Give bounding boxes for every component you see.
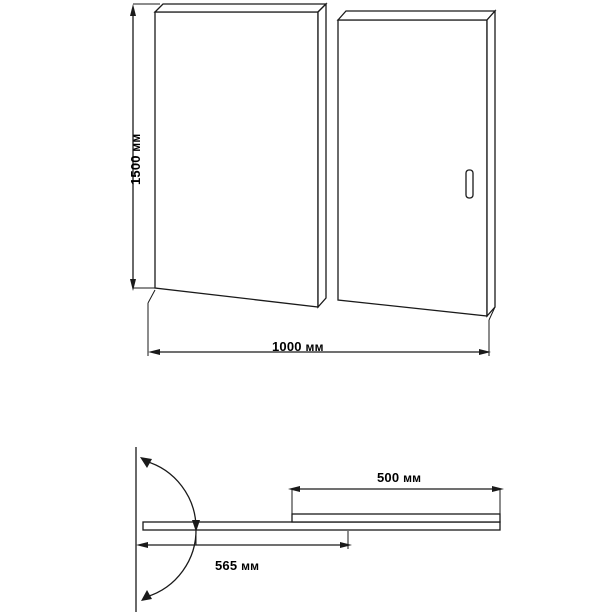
dimension-label-depth: 500 мм <box>377 470 422 485</box>
dimension-depth <box>288 486 504 514</box>
door-handle <box>466 170 473 198</box>
dimension-label-height: 1500 мм <box>128 133 143 185</box>
sliding-panel-plan <box>292 514 500 522</box>
dimension-label-opening: 565 мм <box>215 558 260 573</box>
dimension-label-width: 1000 мм <box>272 339 324 354</box>
dimension-opening <box>136 531 352 549</box>
right-panel <box>338 11 495 316</box>
left-panel <box>155 4 326 307</box>
